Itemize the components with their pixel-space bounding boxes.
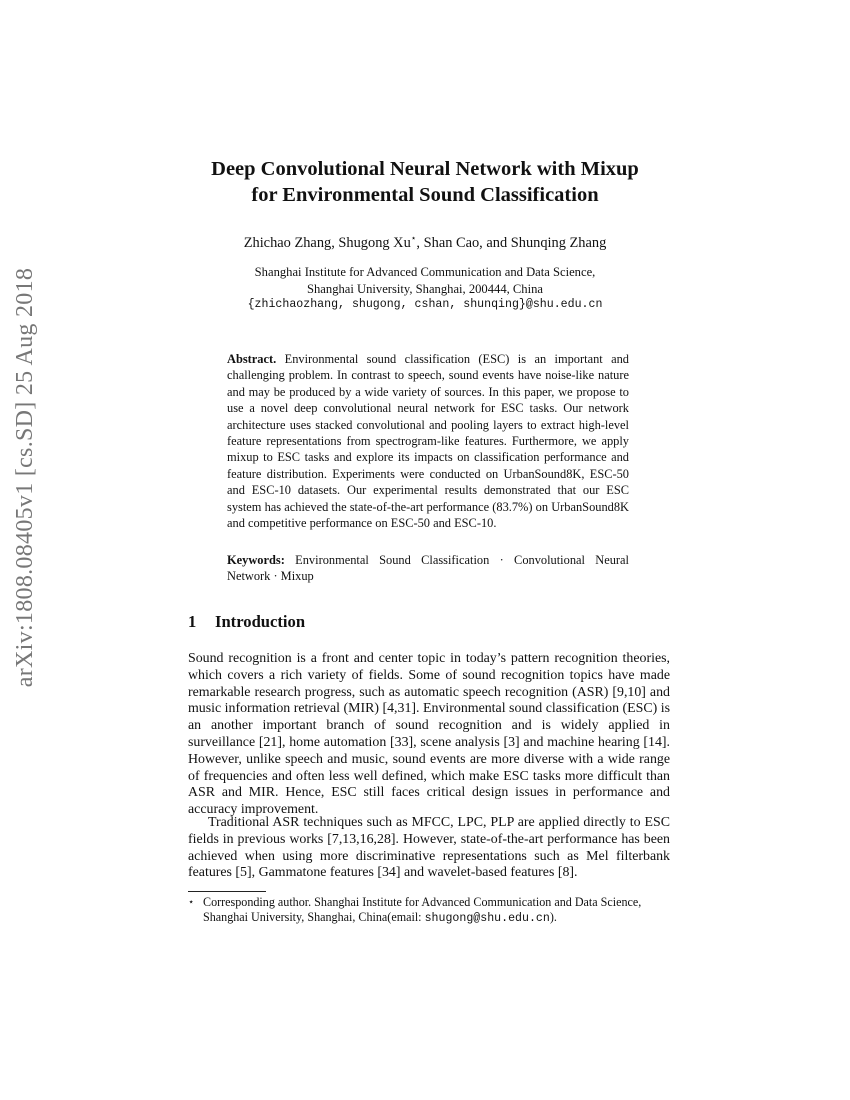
- keywords-text: Environmental Sound Classification · Convolutional Neural Network · Mixup: [227, 553, 630, 584]
- affiliation: [150, 264, 700, 314]
- authors-first: Zhichao Zhang, Shugong Xu: [243, 235, 411, 251]
- author-emails: {zhichaozhang, shugong, cshan, shunqing}@shu.edu.cn: [247, 298, 603, 311]
- intro-paragraph-2: Traditional ASR techniques such as MFCC, LPC, PLP are applied directly to ESC fields in previous works [7,13,16,28]. However, state-of-the-art performance has been achieved when using more discriminative representations such as Mel filterbank features [5], Gammatone features [34] and wavelet-based features [8].: [188, 815, 670, 881]
- title-line-2: for Environmental Sound Classification: [251, 184, 599, 206]
- intro-paragraph-1: Sound recognition is a front and center topic in today’s pattern recognition theories, which covers a rich variety of fields. Some of sound recognition topics have made remarkable research progress, such as automatic speech recognition (ASR) [9,10] and music information retrieval (MIR) [4,31]. Environmental sound classification (ESC) is an another important branch of sound recognition and is widely applied in surveillance [21], home automation [33], scene analysis [3] and machine hearing [14]. However, unlike speech and music, sound events are more diverse with a wide range of frequencies and often less well defined, which make ESC tasks more difficult than ASR and MIR. Hence, ESC still faces critical design issues in performance and accuracy improvement.: [188, 651, 670, 818]
- section-title: Introduction: [215, 612, 306, 631]
- title-line-1: Deep Convolutional Neural Network with Mixup: [211, 158, 639, 180]
- section-heading: [188, 612, 305, 632]
- footnote-email: shugong@shu.edu.cn: [424, 912, 550, 926]
- footnote-mark: ⋆: [188, 897, 195, 908]
- arxiv-id: arXiv:1808.08405v1 [cs.SD] 25 Aug 2018: [12, 267, 39, 688]
- keywords-label: Keywords:: [227, 553, 285, 567]
- authors-rest: , Shan Cao, and Shunqing Zhang: [416, 235, 607, 251]
- author-list: [150, 235, 700, 252]
- abstract-text: Environmental sound classification (ESC) is an important and challenging problem. In contrast to speech, sound events have noise-like nature and may be produced by a wide variety of sources. In this paper, we propose to use a novel deep convolutional neural network for ESC tasks. Our network architecture uses stacked convolutional and pooling layers to extract high-level feature representations from spectrogram-like features. Furthermore, we apply mixup to ESC tasks and explore its impacts on classification performance and feature distribution. Experiments were conducted on UrbanSound8K, ESC-50 and ESC-10 datasets. Our experimental results demonstrated that our ESC system has achieved the state-of-the-art performance (83.7%) on UrbanSound8K and competitive performance on ESC-50 and ESC-10.: [227, 352, 629, 531]
- footnote-text: Corresponding author. Shanghai Institute for Advanced Communication and Data Science, Shanghai University, Shanghai, China(email:: [203, 895, 642, 925]
- affiliation-line-2: Shanghai University, Shanghai, 200444, China: [307, 281, 543, 296]
- paper-title: [150, 156, 700, 208]
- section-number: 1: [188, 612, 197, 631]
- corresponding-star: ⋆: [410, 233, 417, 244]
- arxiv-sidebar-stamp: [1, 267, 51, 688]
- keywords: [227, 552, 629, 585]
- abstract-label: Abstract.: [227, 352, 277, 366]
- footnote-rule: [188, 891, 266, 892]
- abstract: [227, 351, 629, 531]
- footnote-close: ).: [549, 910, 557, 925]
- footnote: [188, 895, 670, 926]
- affiliation-line-1: Shanghai Institute for Advanced Communication and Data Science,: [254, 265, 596, 279]
